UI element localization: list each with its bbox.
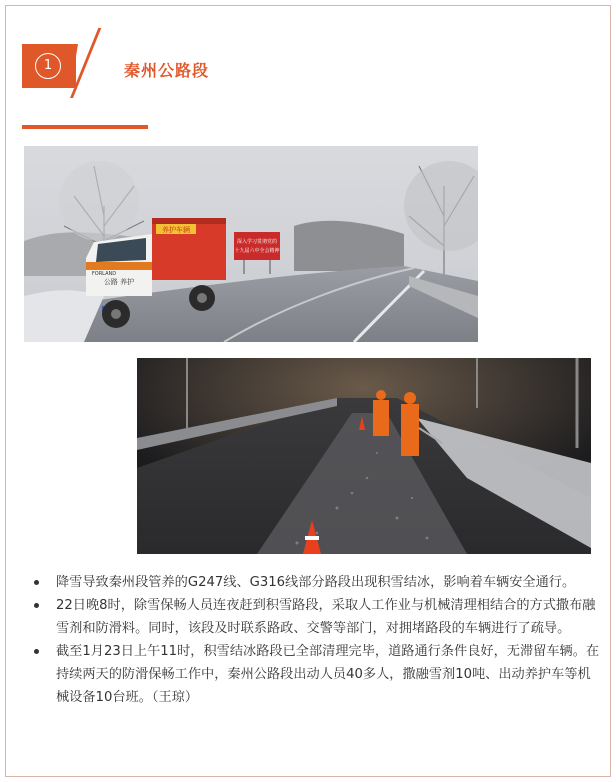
bullet-dot [34, 649, 39, 654]
list-item [34, 640, 600, 709]
bullet-dot [34, 580, 39, 585]
night-snow-clearing-photo [137, 358, 591, 554]
billboard-line-1: 深入学习贯彻党的 [236, 239, 278, 245]
bullet-dot [34, 603, 39, 608]
billboard-line-2: 十九届六中全会精神 [234, 248, 280, 254]
bullet-text-3: 截至1月23日上午11时，积雪结冰路段已全部清理完毕，道路通行条件良好，无滞留车辆。在持续两天的防滑保畅工作中，秦州公路段出动人员40多人，撒融雪剂10吨、出动养护车等机械设备10台班。（王琼） [56, 644, 600, 705]
section-title: 秦州公路段 [124, 61, 210, 80]
section-number: 1 [35, 53, 61, 79]
list-item [34, 571, 600, 594]
title-underline [22, 125, 148, 129]
truck-sign: 养护车辆 [162, 226, 190, 234]
bullet-text-2: 22日晚8时，除雪保畅人员连夜赶到积雪路段，采取人工作业与机械清理相结合的方式撒布融雪剂和防滑料。同时，该段及时联系路政、交警等部门，对拥堵路段的车辆进行了疏导。 [56, 598, 596, 636]
list-item [34, 594, 600, 640]
truck-brand: FORLAND [91, 271, 117, 277]
bullet-text-1: 降雪导致秦州段管养的G247线、G316线部分路段出现积雪结冰，影响着车辆安全通行。 [56, 575, 576, 590]
truck-door-text: 公路 养护 [103, 278, 135, 286]
news-bullet-list [34, 571, 600, 709]
snowy-road-truck-photo [24, 146, 478, 342]
